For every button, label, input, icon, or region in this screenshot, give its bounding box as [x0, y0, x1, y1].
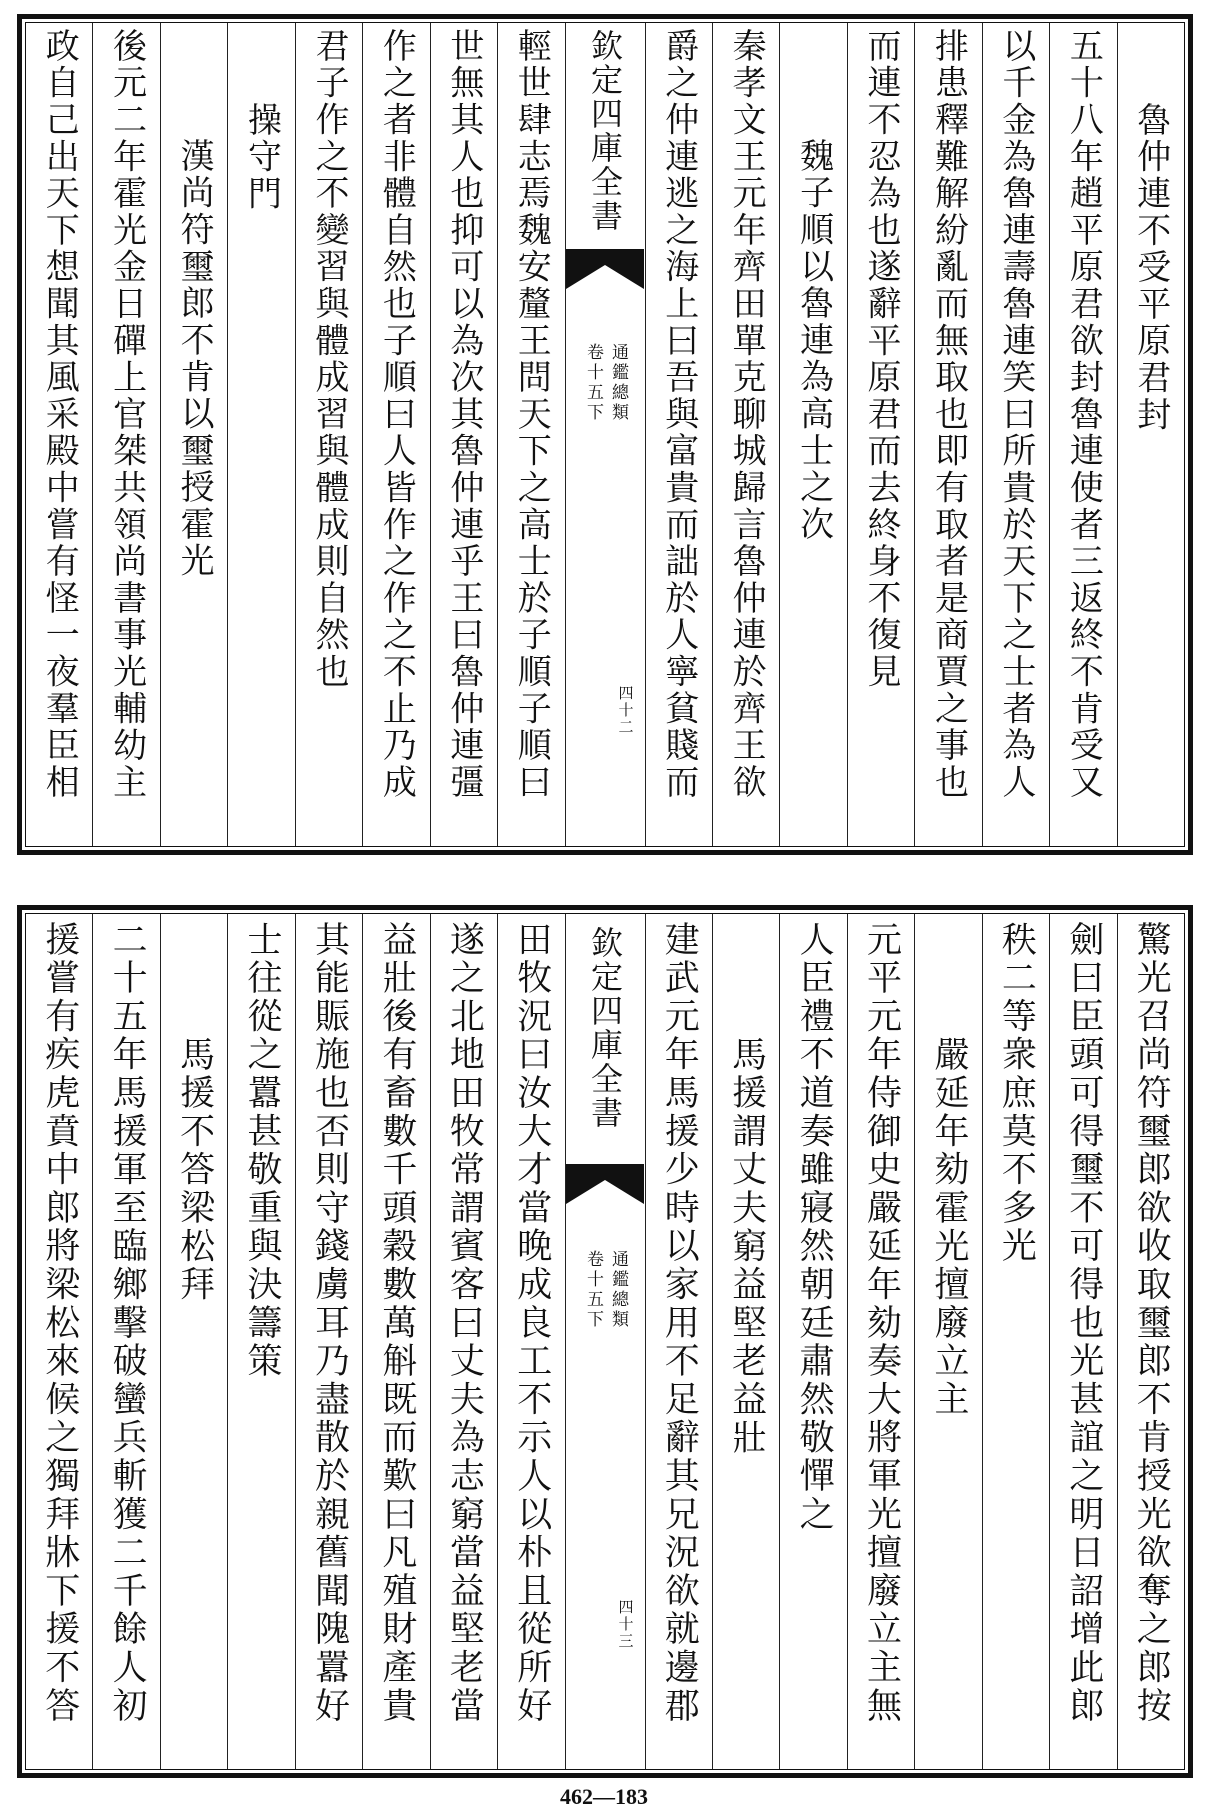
- column-text: 馬援謂丈夫窮益堅老益壯: [726, 1036, 767, 1458]
- column-text: 秦孝文王元年齊田單克聊城歸言魯仲連於齊王欲: [726, 28, 767, 801]
- fish-tail-ornament: [566, 1164, 644, 1204]
- column-text: 秩二等衆庶莫不多光: [996, 921, 1037, 1266]
- book-title: 通鑑總類: [608, 1250, 628, 1330]
- text-column: [497, 23, 564, 846]
- section-heading: [227, 23, 294, 846]
- text-column: [847, 914, 914, 1769]
- column-text: 遂之北地田牧常謂賓客曰丈夫為志窮當益堅老當: [444, 921, 485, 1726]
- column-text: 作之者非體自然也子順曰人皆作之作之不止乃成: [376, 28, 417, 801]
- center-margin-column: [565, 23, 645, 846]
- entry-heading: [1117, 23, 1184, 846]
- column-text: 而連不忍為也遂辭平原君而去終身不復見: [861, 28, 902, 691]
- column-text: 魯仲連不受平原君封: [1130, 102, 1171, 434]
- column-text: 馬援不答梁松拜: [174, 1036, 215, 1305]
- entry-note: [779, 23, 846, 846]
- text-column: [92, 914, 159, 1769]
- volume-label: 卷十五下: [583, 343, 603, 423]
- column-text: 人臣禮不道奏雖寢然朝廷肅然敬憚之: [794, 921, 835, 1534]
- column-text: 援嘗有疾虎賁中郎將梁松來候之獨拜牀下援不答: [39, 921, 80, 1726]
- text-column: [92, 23, 159, 846]
- collection-title: 欽定四庫全書: [586, 29, 624, 233]
- page-panel-lower: [17, 905, 1193, 1778]
- column-text: 驚光召尚符璽郎欲收取璽郎不肯授光欲奪之郎按: [1131, 921, 1172, 1726]
- text-frame: [25, 22, 1185, 847]
- book-info: [566, 343, 645, 423]
- text-column: [914, 23, 981, 846]
- volume-label: 卷十五下: [583, 1250, 603, 1330]
- entry-heading: [712, 914, 779, 1769]
- text-column: [712, 23, 779, 846]
- book-title: 通鑑總類: [608, 343, 628, 423]
- column-text: 操守門: [241, 102, 282, 213]
- folio-number: 四十二: [616, 685, 635, 736]
- column-text: 輕世肆志焉魏安釐王問天下之高士於子順子順曰: [511, 28, 552, 801]
- text-column: [295, 914, 362, 1769]
- text-column: [645, 914, 712, 1769]
- collection-title-wrap: [566, 926, 645, 1130]
- text-column: [26, 23, 92, 846]
- page-reference: 462—183: [560, 1784, 648, 1809]
- column-text: 嚴延年劾霍光擅廢立主: [928, 1036, 969, 1419]
- entry-heading: [160, 914, 227, 1769]
- text-column: [430, 914, 497, 1769]
- column-text: 五十八年趙平原君欲封魯連使者三返終不肯受又: [1063, 28, 1104, 801]
- column-text: 士往從之囂甚敬重與決籌策: [242, 921, 283, 1381]
- text-column: [779, 914, 846, 1769]
- text-column: [1049, 914, 1116, 1769]
- entry-heading: [160, 23, 227, 846]
- text-column: [497, 914, 564, 1769]
- column-text: 劍曰臣頭可得璽不可得也光甚誼之明日詔增此郎: [1063, 921, 1104, 1726]
- column-text: 元平元年侍御史嚴延年劾奏大將軍光擅廢立主無: [861, 921, 902, 1726]
- text-column: [26, 914, 92, 1769]
- center-margin-column: [565, 914, 645, 1769]
- text-column: [295, 23, 362, 846]
- fish-tail-shape: [566, 249, 644, 289]
- text-column: [430, 23, 497, 846]
- collection-title-wrap: [566, 29, 645, 233]
- text-column: [847, 23, 914, 846]
- column-text: 田牧況曰汝大才當晚成良工不示人以朴且從所好: [511, 921, 552, 1726]
- text-column: [227, 914, 294, 1769]
- text-column: [982, 23, 1049, 846]
- column-text: 以千金為魯連壽魯連笑曰所貴於天下之士者為人: [995, 28, 1036, 801]
- column-text: 漢尚符璽郎不肯以璽授霍光: [174, 138, 215, 580]
- column-text: 建武元年馬援少時以家用不足辭其兄況欲就邊郡: [659, 921, 700, 1726]
- text-column: [1117, 914, 1184, 1769]
- text-column: [982, 914, 1049, 1769]
- column-text: 爵之仲連逃之海上曰吾與富貴而詘於人寧貧賤而: [658, 28, 699, 801]
- column-text: 其能賑施也否則守錢虜耳乃盡散於親舊聞隗囂好: [309, 921, 350, 1726]
- text-column: [645, 23, 712, 846]
- column-text: 君子作之不變習與體成習與體成則自然也: [308, 28, 349, 691]
- fish-tail-shape: [566, 1164, 644, 1204]
- column-text: 世無其人也抑可以為次其魯仲連乎王曰魯仲連彊: [443, 28, 484, 801]
- column-text: 排患釋難解紛亂而無取也即有取者是商賈之事也: [928, 28, 969, 801]
- column-text: 魏子順以魯連為高士之次: [793, 138, 834, 543]
- entry-heading: [914, 914, 981, 1769]
- collection-title: 欽定四庫全書: [586, 926, 624, 1130]
- fish-tail-ornament: [566, 249, 644, 289]
- text-column: [1049, 23, 1116, 846]
- text-column: [362, 914, 429, 1769]
- column-text: 政自己出天下想聞其風采殿中嘗有怪一夜羣臣相: [39, 28, 80, 801]
- column-text: 後元二年霍光金日磾上官桀共領尚書事光輔幼主: [106, 28, 147, 801]
- book-info: [566, 1250, 645, 1330]
- folio-number: 四十三: [616, 1599, 635, 1650]
- column-text: 益壯後有畜數千頭穀數萬斛既而歎曰凡殖財產貴: [376, 921, 417, 1726]
- column-text: 二十五年馬援軍至臨鄉擊破蠻兵斬獲二千餘人初: [107, 921, 148, 1726]
- text-frame: [25, 913, 1185, 1770]
- page-panel-upper: [17, 14, 1193, 855]
- text-column: [362, 23, 429, 846]
